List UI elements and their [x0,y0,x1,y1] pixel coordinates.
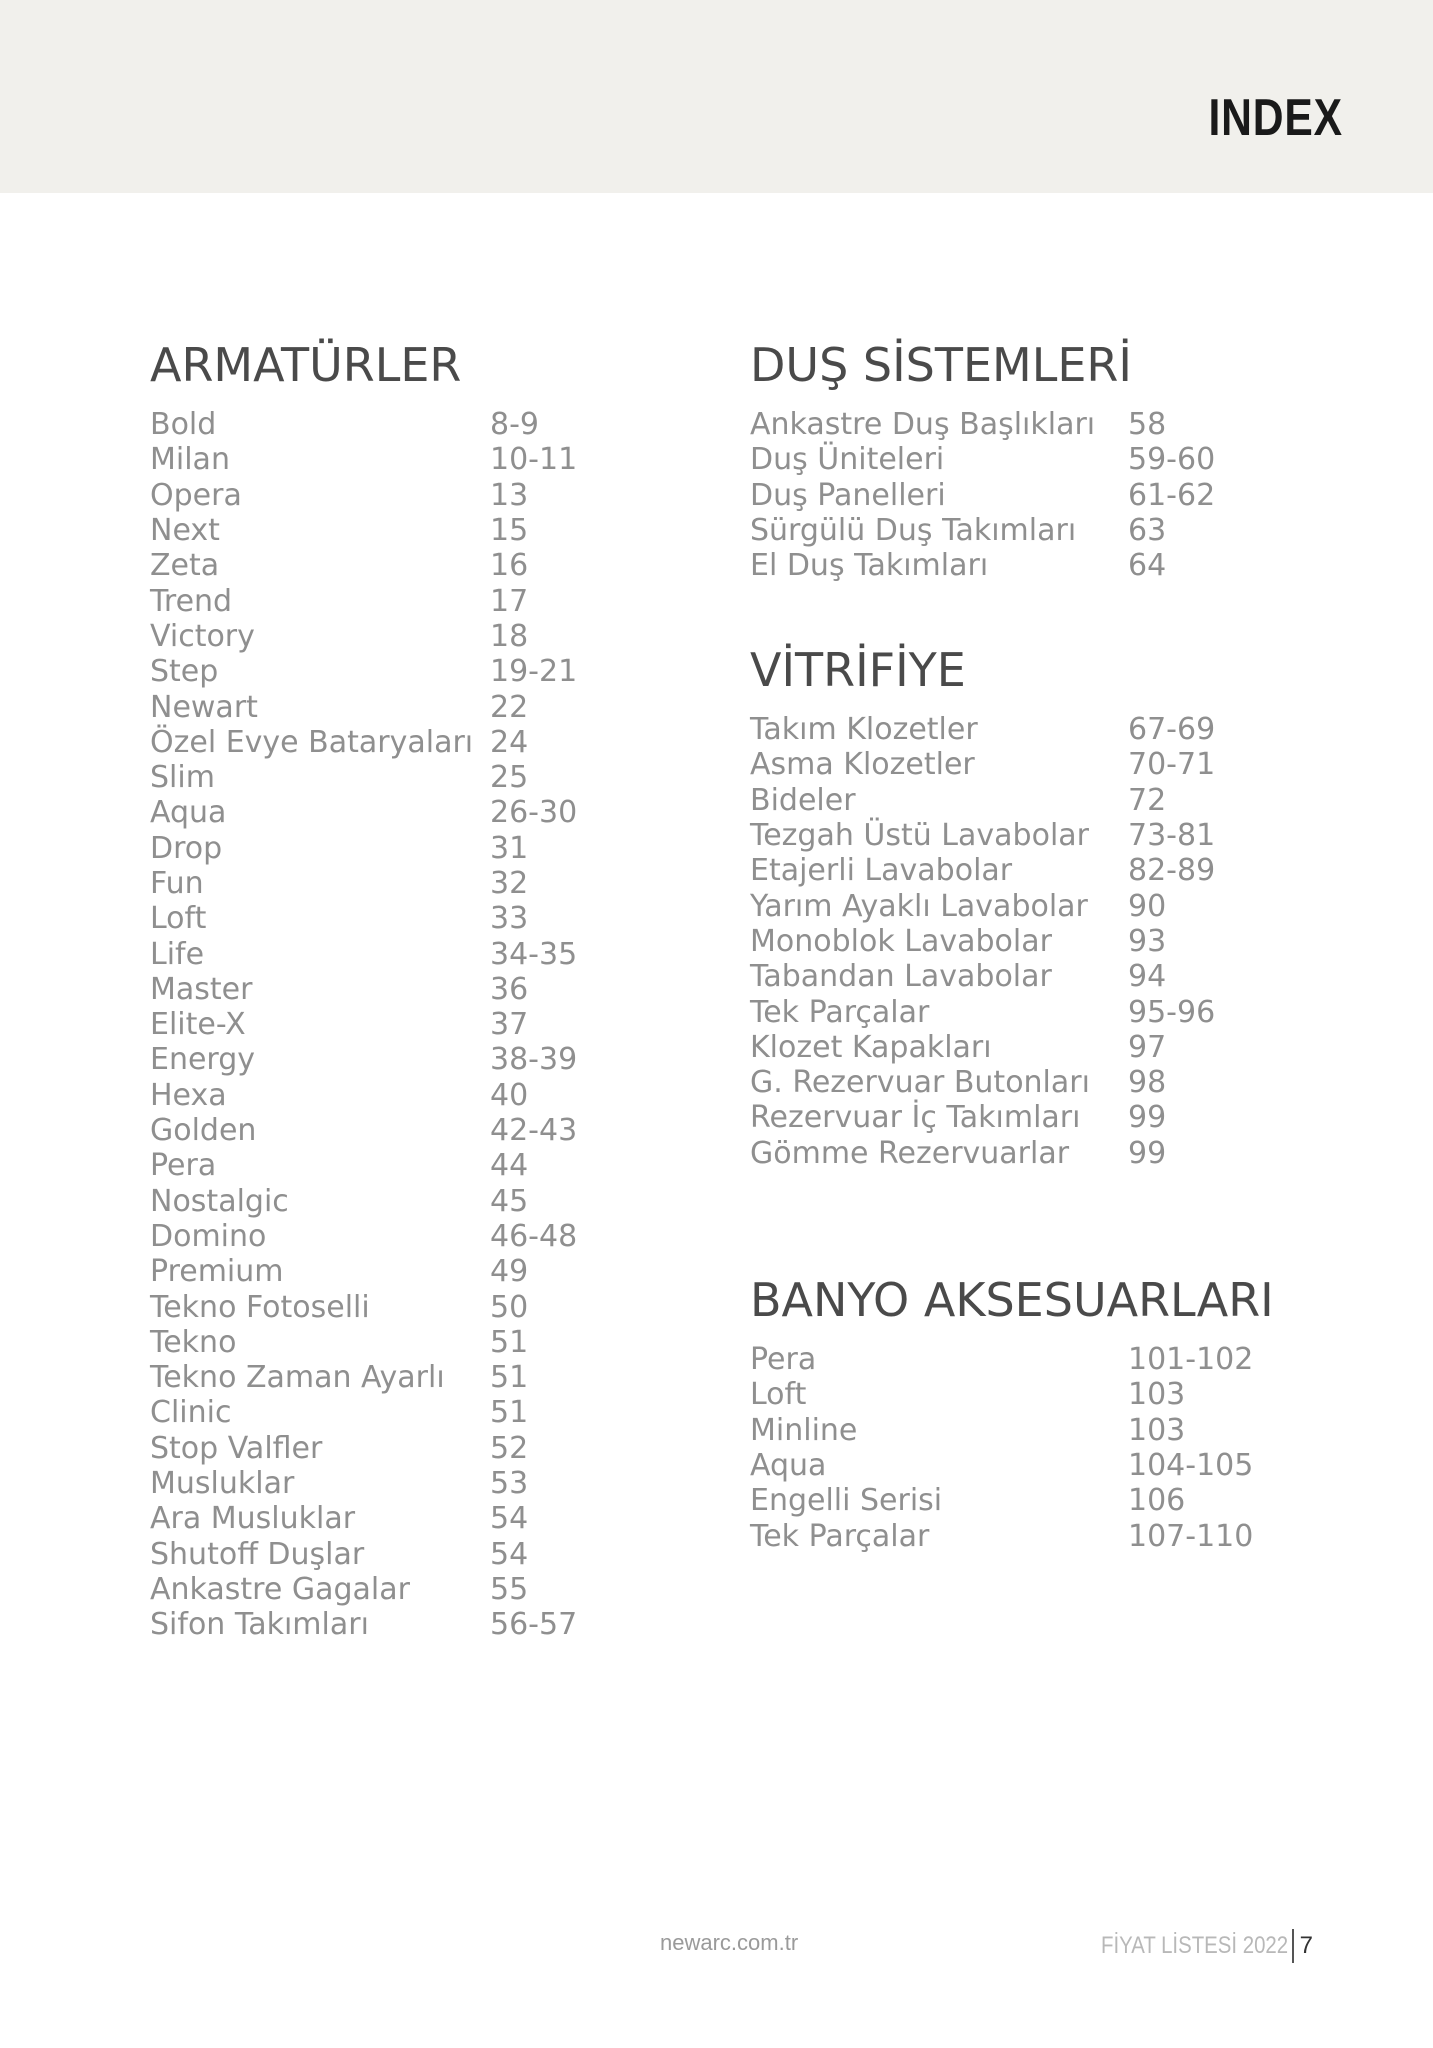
entry-name: Victory [150,618,255,654]
entry-page: 17 [490,583,529,619]
entry-page: 22 [490,689,529,725]
entry-name: Milan [150,442,230,478]
entry-name: G. Rezervuar Butonları [750,1065,1090,1101]
entry-page: 51 [490,1360,529,1396]
entry-page: 32 [490,866,529,901]
entry-name: Ankastre Duş Başlıkları [750,407,1096,443]
entry-page: 42-43 [490,1113,578,1149]
entry-name: Pera [750,1342,817,1378]
entry-name: Pera [150,1148,217,1184]
entry-name: Opera [150,477,242,513]
index-entry[interactable] [750,747,1215,782]
footer-page-info [1068,1929,1313,1963]
entry-name: Sürgülü Duş Takımları [750,513,1077,549]
entry-name: Trend [150,583,233,619]
entry-page: 56-57 [490,1607,578,1643]
entry-page: 19-21 [490,654,578,690]
entry-name: Shutoff Duşlar [150,1536,365,1572]
entry-name: Rezervuar İç Takımları [750,1100,1081,1136]
section-title: DUŞ SİSTEMLERİ [750,338,1132,392]
index-entry[interactable] [150,1184,577,1219]
index-entry[interactable] [150,1113,577,1148]
entry-page: 18 [490,618,529,654]
entry-page: 73-81 [1128,818,1216,854]
index-entry[interactable] [750,1448,1274,1483]
entry-page: 63 [1128,513,1167,549]
index-entry[interactable] [150,1501,577,1536]
entry-page: 51 [490,1324,529,1360]
entry-page: 40 [490,1077,529,1113]
entry-page: 24 [490,724,529,760]
entry-name: Slim [150,760,215,796]
entry-page: 90 [1128,888,1167,924]
entry-page: 15 [490,513,529,549]
entry-name: El Duş Takımları [750,548,989,584]
section-dus-sistemleri [750,337,1215,583]
entry-name: Premium [150,1254,284,1290]
entry-page: 49 [490,1254,529,1290]
index-entry[interactable] [750,1377,1274,1412]
index-entry[interactable] [750,994,1215,1029]
entry-page: 33 [490,901,529,937]
entry-name: Tezgah Üstü Lavabolar [750,818,1089,854]
index-entry[interactable] [150,1537,577,1572]
entry-name: Tek Parçalar [750,1518,930,1554]
index-entry[interactable] [150,1219,577,1254]
entry-page: 34-35 [490,936,578,972]
index-entry[interactable] [150,725,577,760]
index-entry[interactable] [150,866,577,901]
page-number: 7 [1299,1932,1313,1959]
index-entry[interactable] [750,1342,1274,1377]
index-entry[interactable] [150,972,577,1007]
entry-page: 64 [1128,548,1167,584]
entry-page: 10-11 [490,442,578,478]
entry-name: Golden [150,1113,257,1149]
entry-page: 104-105 [1128,1448,1254,1484]
entry-page: 101-102 [1128,1342,1254,1378]
entry-page: 52 [490,1430,529,1466]
index-entry[interactable] [750,1518,1274,1553]
entry-page: 98 [1128,1065,1167,1101]
entry-page: 103 [1128,1412,1186,1448]
index-entry[interactable] [150,478,577,513]
entry-page: 103 [1128,1377,1186,1413]
section-title: ARMATÜRLER [150,338,462,392]
index-entry[interactable] [150,1325,577,1360]
entry-page: 54 [490,1501,529,1537]
index-entry[interactable] [750,1413,1274,1448]
entry-name: Duş Üniteleri [750,442,945,478]
page-title: INDEX [1208,89,1343,147]
index-entry[interactable] [750,407,1215,442]
entry-page: 26-30 [490,795,578,831]
entry-name: Sifon Takımları [150,1607,369,1643]
entry-page: 50 [490,1289,529,1325]
index-entry[interactable] [750,1030,1215,1065]
index-entry[interactable] [150,1395,577,1430]
entry-name: Monoblok Lavabolar [750,923,1052,959]
entry-name: Özel Evye Bataryaları [150,724,474,760]
entry-name: Tabandan Lavabolar [750,959,1052,995]
index-entry[interactable] [150,1042,577,1077]
entry-page: 51 [490,1395,529,1431]
index-entry[interactable] [150,513,577,548]
index-entry[interactable] [750,1065,1215,1100]
entry-name: Fun [150,866,204,901]
entry-name: Tek Parçalar [750,994,930,1030]
index-entry[interactable] [750,924,1215,959]
entry-name: Hexa [150,1077,227,1113]
entry-page: 44 [490,1148,529,1184]
entry-page: 97 [1128,1029,1167,1065]
entry-name: Gömme Rezervuarlar [750,1135,1070,1171]
entry-name: Etajerli Lavabolar [750,853,1013,889]
entry-page: 67-69 [1128,712,1216,748]
index-entry[interactable] [150,1466,577,1501]
index-entry[interactable] [750,1100,1215,1135]
section-banyo-aksesuarlari [750,1272,1274,1554]
index-entry[interactable] [150,1572,577,1607]
entry-page: 25 [490,760,529,796]
entry-page: 54 [490,1536,529,1572]
section-armaturler [150,337,577,1642]
index-entry[interactable] [750,478,1215,513]
entry-page: 38-39 [490,1042,578,1078]
entry-name: Ara Musluklar [150,1501,356,1537]
index-entry[interactable] [750,548,1215,583]
entry-page: 94 [1128,959,1167,995]
footer-label: FİYAT LİSTESİ 2022 [1100,1932,1288,1959]
entry-name: Newart [150,689,258,725]
entry-name: Bideler [750,782,856,818]
entry-name: Tekno Fotoselli [150,1289,370,1325]
index-entry[interactable] [150,442,577,477]
entry-name: Yarım Ayaklı Lavabolar [750,888,1088,924]
entry-page: 45 [490,1183,529,1219]
entry-name: Tekno [150,1324,237,1360]
entry-name: Life [150,936,205,972]
index-entry[interactable] [750,888,1215,923]
index-entry[interactable] [150,901,577,936]
footer-website[interactable]: newarc.com.tr [660,1930,799,1955]
index-entry[interactable] [750,853,1215,888]
entry-page: 107-110 [1128,1518,1254,1554]
entry-name: Drop [150,830,223,866]
entry-page: 72 [1128,782,1167,818]
entry-page: 95-96 [1128,994,1216,1030]
index-entry[interactable] [150,760,577,795]
entry-page: 59-60 [1128,442,1216,478]
index-entry[interactable] [750,712,1215,747]
entry-page: 37 [490,1007,529,1043]
index-entry[interactable] [150,1289,577,1324]
entry-page: 8-9 [490,407,539,443]
entry-page: 106 [1128,1483,1186,1519]
footer-divider [1292,1929,1294,1963]
index-entry[interactable] [150,1431,577,1466]
entry-name: Loft [150,901,207,937]
entry-name: Aqua [750,1448,827,1484]
entry-name: Musluklar [150,1466,295,1502]
index-entry[interactable] [150,689,577,724]
entry-name: Next [150,513,220,549]
section-title: VİTRİFİYE [750,643,966,697]
index-entry[interactable] [150,1148,577,1183]
section-title: BANYO AKSESUARLARI [750,1273,1274,1327]
entry-name: Aqua [150,795,227,831]
entry-page: 36 [490,971,529,1007]
entry-name: Nostalgic [150,1183,289,1219]
entry-page: 58 [1128,407,1167,443]
index-entry[interactable] [150,548,577,583]
index-entry[interactable] [150,1078,577,1113]
entry-page: 13 [490,477,529,513]
entry-name: Klozet Kapakları [750,1029,992,1065]
entry-name: Elite-X [150,1007,246,1043]
section-vitrifiye [750,642,1215,1171]
entry-name: Step [150,654,219,690]
entry-name: Engelli Serisi [750,1483,943,1519]
entry-page: 55 [490,1571,529,1607]
entry-page: 82-89 [1128,853,1216,889]
index-entry[interactable] [150,583,577,618]
entry-page: 61-62 [1128,477,1216,513]
entry-name: Asma Klozetler [750,747,975,783]
index-entry[interactable] [150,1007,577,1042]
index-entry[interactable] [750,783,1215,818]
index-entry[interactable] [150,1360,577,1395]
entry-name: Domino [150,1218,267,1254]
index-entry[interactable] [150,936,577,971]
entry-name: Energy [150,1042,256,1078]
entry-name: Duş Panelleri [750,477,946,513]
entry-page: 31 [490,830,529,866]
entry-page: 93 [1128,923,1167,959]
entry-page: 46-48 [490,1218,578,1254]
entry-page: 99 [1128,1100,1167,1136]
entry-name: Master [150,971,253,1007]
index-entry[interactable] [150,654,577,689]
entry-page: 70-71 [1128,747,1216,783]
index-entry[interactable] [750,1483,1274,1518]
index-entry[interactable] [750,1136,1215,1171]
index-entry[interactable] [150,1254,577,1289]
index-entry[interactable] [150,407,577,442]
index-entry[interactable] [750,818,1215,853]
entry-name: Takım Klozetler [750,712,978,748]
index-entry[interactable] [150,831,577,866]
index-entry[interactable] [150,619,577,654]
index-entry[interactable] [150,795,577,830]
entry-name: Minline [750,1412,858,1448]
entry-name: Tekno Zaman Ayarlı [150,1360,445,1396]
entry-page: 16 [490,548,529,584]
index-entry[interactable] [150,1607,577,1642]
index-entry[interactable] [750,442,1215,477]
entry-name: Loft [750,1377,807,1413]
entry-name: Bold [150,407,217,443]
entry-page: 53 [490,1466,529,1502]
entry-page: 99 [1128,1135,1167,1171]
entry-name: Zeta [150,548,220,584]
index-entry[interactable] [750,513,1215,548]
entry-name: Clinic [150,1395,232,1431]
index-entry[interactable] [750,959,1215,994]
entry-name: Stop Valfler [150,1430,323,1466]
entry-name: Ankastre Gagalar [150,1571,410,1607]
